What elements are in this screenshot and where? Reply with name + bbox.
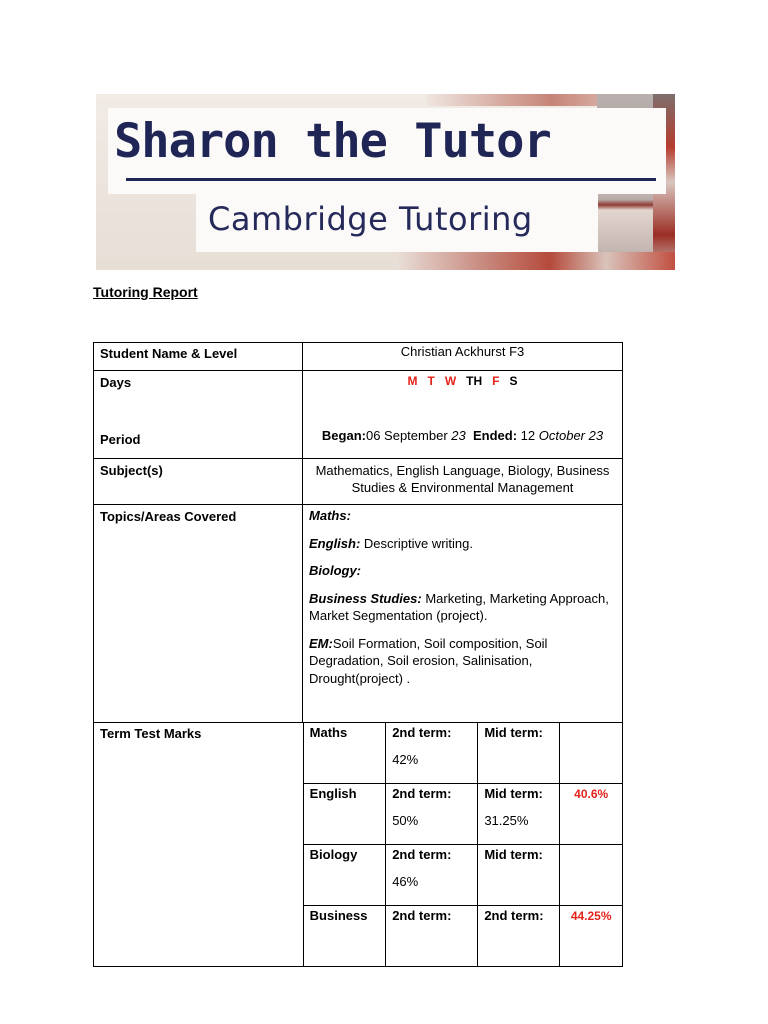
marks-second-term-cell: [386, 723, 478, 784]
marks-subject-cell: [303, 784, 386, 845]
marks-extra-value: 44.25%: [570, 909, 612, 923]
student-value-cell: [303, 343, 623, 371]
day-m: M: [407, 374, 418, 388]
topic-maths-label: Maths:: [309, 508, 351, 523]
marks-mid-term-cell: [478, 845, 560, 906]
began-year: 23: [451, 428, 466, 443]
topic-english: [309, 535, 616, 553]
topic-maths: [309, 507, 616, 525]
topic-em-label: EM:: [309, 635, 333, 651]
marks-second-term-label: 2nd term:: [392, 847, 452, 862]
marks-label-cell: [94, 723, 304, 967]
report-info-table: [93, 342, 623, 723]
days-list: [303, 374, 622, 388]
table-row: [94, 371, 623, 459]
marks-subject: Business: [309, 908, 368, 923]
table-row: [94, 723, 623, 784]
student-label-cell: [94, 343, 303, 371]
banner-rule: [126, 178, 656, 181]
marks-second-term-value: 46%: [392, 874, 419, 889]
period-dates: [303, 428, 622, 443]
marks-mid-term-label: Mid term:: [484, 725, 543, 740]
marks-extra-cell: [560, 784, 623, 845]
banner-decoration: [396, 252, 675, 270]
subjects-label: Subject(s): [100, 463, 163, 478]
marks-extra-cell: [560, 845, 623, 906]
topic-biology: [309, 562, 616, 580]
topic-biology-label: Biology:: [309, 563, 362, 578]
days-period-label-cell: [94, 371, 303, 459]
topics-value-cell: [303, 505, 623, 723]
marks-second-term-value: 42%: [392, 752, 419, 767]
marks-extra-cell: [560, 906, 623, 967]
marks-subject-cell: [303, 845, 386, 906]
table-row: [94, 343, 623, 371]
ended-date: 12: [520, 428, 536, 443]
marks-second-term-cell: [386, 784, 478, 845]
marks-second-term-value: 50%: [392, 813, 419, 828]
marks-mid-term-cell: [478, 784, 560, 845]
table-row: [94, 505, 623, 723]
topic-business: [309, 590, 616, 625]
marks-second-term-label: 2nd term:: [392, 908, 452, 923]
marks-subject-cell: [303, 906, 386, 967]
period-label: Period: [100, 432, 141, 447]
day-s: S: [509, 374, 518, 388]
report-title: Tutoring Report: [93, 284, 198, 300]
marks-subject: English: [309, 786, 357, 801]
topic-em-text: Drought(project) .: [309, 670, 411, 686]
days-period-value-cell: [303, 371, 623, 459]
topic-business-text: Marketing, Marketing Approach,: [425, 590, 609, 606]
marks-subject-cell: [303, 723, 386, 784]
topic-em: [309, 635, 616, 688]
ended-label: Ended:: [472, 428, 518, 443]
marks-mid-term-cell: [478, 906, 560, 967]
day-th: TH: [466, 374, 483, 388]
ended-rest: October 23: [538, 428, 604, 443]
marks-mid-term-label: Mid term:: [484, 847, 543, 862]
day-w: W: [444, 374, 457, 388]
marks-label: Term Test Marks: [100, 726, 202, 741]
topic-business-text: Market Segmentation (project).: [309, 608, 488, 623]
marks-second-term-label: 2nd term:: [392, 786, 452, 801]
topics-label-cell: [94, 505, 303, 723]
marks-extra-cell: [560, 723, 623, 784]
marks-second-term-cell: [386, 906, 478, 967]
marks-mid-term-value: 31.25%: [484, 813, 529, 828]
marks-extra-value: 40.6%: [574, 787, 609, 801]
banner-title: Sharon the Tutor: [114, 114, 551, 169]
topic-em-text: Soil Formation, Soil composition, Soil: [332, 635, 548, 651]
marks-second-term-label: 2nd term:: [392, 725, 452, 740]
term-test-marks-table: [93, 722, 623, 967]
topic-em-text: Degradation, Soil erosion, Salinisation,: [309, 653, 533, 668]
banner-subtitle: Cambridge Tutoring: [208, 200, 533, 238]
student-value: Christian Ackhurst F3: [400, 344, 525, 359]
began-date: 06 September: [365, 428, 448, 443]
subjects-label-cell: [94, 459, 303, 505]
marks-second-term-cell: [386, 845, 478, 906]
student-label: Student Name & Level: [100, 346, 238, 361]
day-t: T: [427, 374, 435, 388]
marks-subject: Biology: [309, 847, 358, 862]
subjects-line: Mathematics, English Language, Biology, Business: [315, 463, 610, 478]
topic-business-label: Business Studies:: [309, 590, 422, 606]
marks-subject: Maths: [309, 725, 348, 740]
subjects-line: Studies & Environmental Management: [351, 480, 574, 495]
table-row: [94, 459, 623, 505]
days-label: Days: [100, 375, 132, 390]
began-label: Began:: [321, 428, 366, 443]
subjects-value-cell: [303, 459, 623, 505]
header-banner: [96, 94, 675, 270]
day-f: F: [492, 374, 500, 388]
topics-label: Topics/Areas Covered: [100, 509, 237, 524]
marks-mid-term-label: Mid term:: [484, 786, 543, 801]
marks-mid-term-label: 2nd term:: [484, 908, 544, 923]
marks-mid-term-cell: [478, 723, 560, 784]
topic-english-label: English:: [309, 535, 361, 551]
topic-english-text: Descriptive writing.: [363, 535, 474, 551]
